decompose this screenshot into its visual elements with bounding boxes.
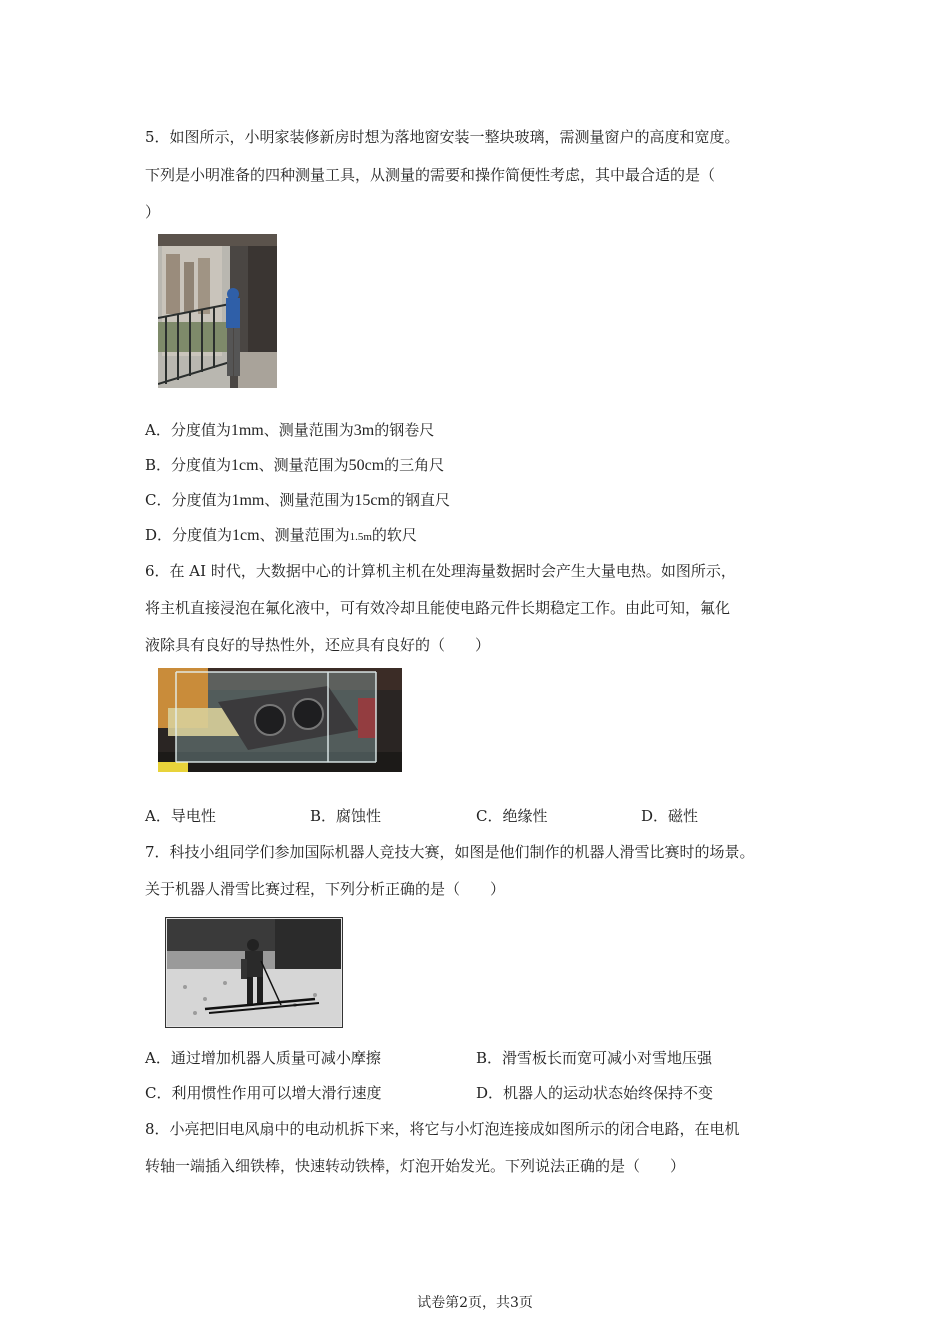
q5-option-a[interactable]: A．分度值为1mm、测量范围为3m的钢卷尺 bbox=[145, 421, 435, 439]
q6-option-c[interactable]: C．绝缘性 bbox=[476, 807, 548, 825]
q5-stem-line3: ） bbox=[145, 203, 161, 221]
q5-option-b[interactable]: B．分度值为1cm、测量范围为50cm的三角尺 bbox=[145, 456, 445, 474]
q7-stem-line2: 关于机器人滑雪比赛过程，下列分析正确的是（ ） bbox=[145, 880, 506, 898]
q6-option-b[interactable]: B．腐蚀性 bbox=[310, 807, 382, 825]
q5-option-d[interactable]: D．分度值为1cm、测量范围为1.5m的软尺 bbox=[145, 526, 417, 544]
q6-option-d[interactable]: D．磁性 bbox=[641, 807, 699, 825]
q7-stem-line1: 7．科技小组同学们参加国际机器人竞技大赛，如图是他们制作的机器人滑雪比赛时的场景。 bbox=[145, 843, 755, 861]
q5-option-c[interactable]: C．分度值为1mm、测量范围为15cm的钢直尺 bbox=[145, 491, 450, 509]
robot-skiing-photo bbox=[165, 917, 343, 1028]
page-footer: 试卷第2页，共3页 bbox=[417, 1295, 533, 1311]
q8-stem-line2: 转轴一端插入细铁棒，快速转动铁棒，灯泡开始发光。下列说法正确的是（ ） bbox=[145, 1157, 686, 1175]
window-measuring-photo bbox=[158, 234, 277, 388]
q5-stem-line1: 5．如图所示，小明家装修新房时想为落地窗安装一整块玻璃，需测量窗户的高度和宽度。 bbox=[145, 128, 740, 146]
q8-stem-line1: 8．小亮把旧电风扇中的电动机拆下来，将它与小灯泡连接成如图所示的闭合电路，在电机 bbox=[145, 1120, 740, 1138]
q5-stem-line2: 下列是小明准备的四种测量工具，从测量的需要和操作简便性考虑，其中最合适的是（ bbox=[145, 166, 716, 184]
q7-option-d[interactable]: D．机器人的运动状态始终保持不变 bbox=[476, 1084, 714, 1102]
q7-option-b[interactable]: B．滑雪板长而宽可减小对雪地压强 bbox=[476, 1049, 713, 1067]
q6-stem-line2: 将主机直接浸泡在氟化液中，可有效冷却且能使电路元件长期稳定工作。由此可知，氟化 bbox=[145, 599, 731, 617]
q7-option-a[interactable]: A．通过增加机器人质量可减小摩擦 bbox=[145, 1049, 381, 1067]
q7-option-c[interactable]: C．利用惯性作用可以增大滑行速度 bbox=[145, 1084, 382, 1102]
immersion-cooling-photo bbox=[158, 668, 402, 772]
q6-stem-line1: 6．在 AI 时代，大数据中心的计算机主机在处理海量数据时会产生大量电热。如图所示， bbox=[145, 562, 736, 580]
q6-option-a[interactable]: A．导电性 bbox=[145, 807, 216, 825]
q6-stem-line3: 液除具有良好的导热性外，还应具有良好的（ ） bbox=[145, 636, 491, 654]
